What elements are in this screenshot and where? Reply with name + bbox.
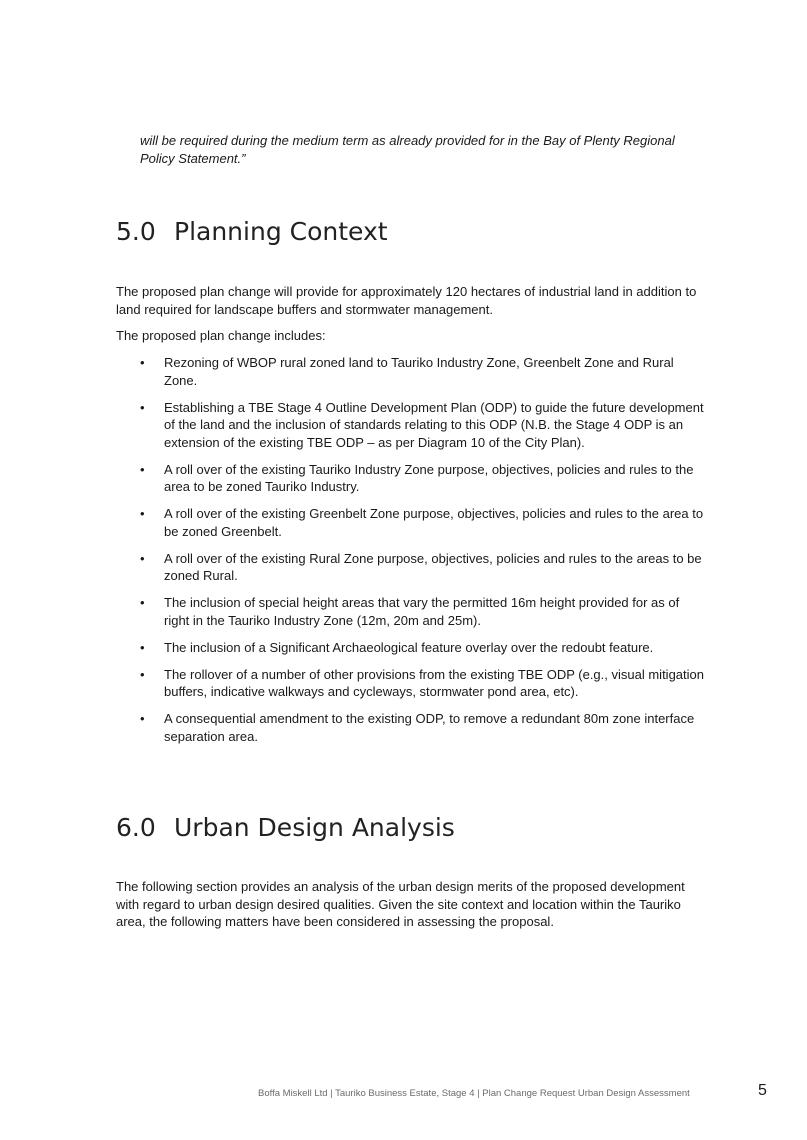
section-6-heading [116,813,455,843]
list-item: • The rollover of a number of other provisions from the existing TBE ODP (e.g., visual mitigation buffers, indicative walkways and cycleways, stormwater pond area, etc). [116,666,706,701]
list-item: • Rezoning of WBOP rural zoned land to Tauriko Industry Zone, Greenbelt Zone and Rural Zone. [116,354,706,389]
section-5-paragraph-1: The proposed plan change will provide for approximately 120 hectares of industrial land in addition to land required for landscape buffers and stormwater management. [116,284,697,317]
section-5-title: Planning Context [174,217,388,246]
section-5-number: 5.0 [116,217,156,246]
quote-text: will be required during the medium term as already provided for in the Bay of Plenty Regional Policy Statement.” [140,133,675,166]
section-6-paragraph-1: The following section provides an analysis of the urban design merits of the proposed development with regard to urban design desired qualities. Given the site context and location within the Tauriko area, the following matters have been considered in assessing the proposal. [116,879,685,929]
list-item: • The inclusion of a Significant Archaeological feature overlay over the redoubt feature. [116,639,706,657]
list-item: • A roll over of the existing Tauriko Industry Zone purpose, objectives, policies and rules to the area to be zoned Tauriko Industry. [116,461,706,496]
section-5-heading [116,217,388,247]
list-item: • A roll over of the existing Rural Zone purpose, objectives, policies and rules to the areas to be zoned Rural. [116,550,706,585]
list-item: • A consequential amendment to the existing ODP, to remove a redundant 80m zone interface separation area. [116,710,706,745]
list-item: • A roll over of the existing Greenbelt Zone purpose, objectives, policies and rules to the area to be zoned Greenbelt. [116,505,706,540]
footer-text: Boffa Miskell Ltd | Tauriko Business Estate, Stage 4 | Plan Change Request Urban Design Assessment [258,1088,690,1099]
section-6-title: Urban Design Analysis [174,813,455,842]
list-item: • The inclusion of special height areas that vary the permitted 16m height provided for as of right in the Tauriko Industry Zone (12m, 20m and 25m). [116,594,706,629]
plan-change-bullet-list [116,354,706,755]
section-5-paragraph-2: The proposed plan change includes: [116,328,326,343]
list-item: • Establishing a TBE Stage 4 Outline Development Plan (ODP) to guide the future development of the land and the inclusion of standards relating to this ODP (N.B. the Stage 4 ODP is an extension of the existing TBE ODP – as per Diagram 10 of the City Plan). [116,399,706,452]
section-6-number: 6.0 [116,813,156,842]
page-number: 5 [758,1082,767,1099]
